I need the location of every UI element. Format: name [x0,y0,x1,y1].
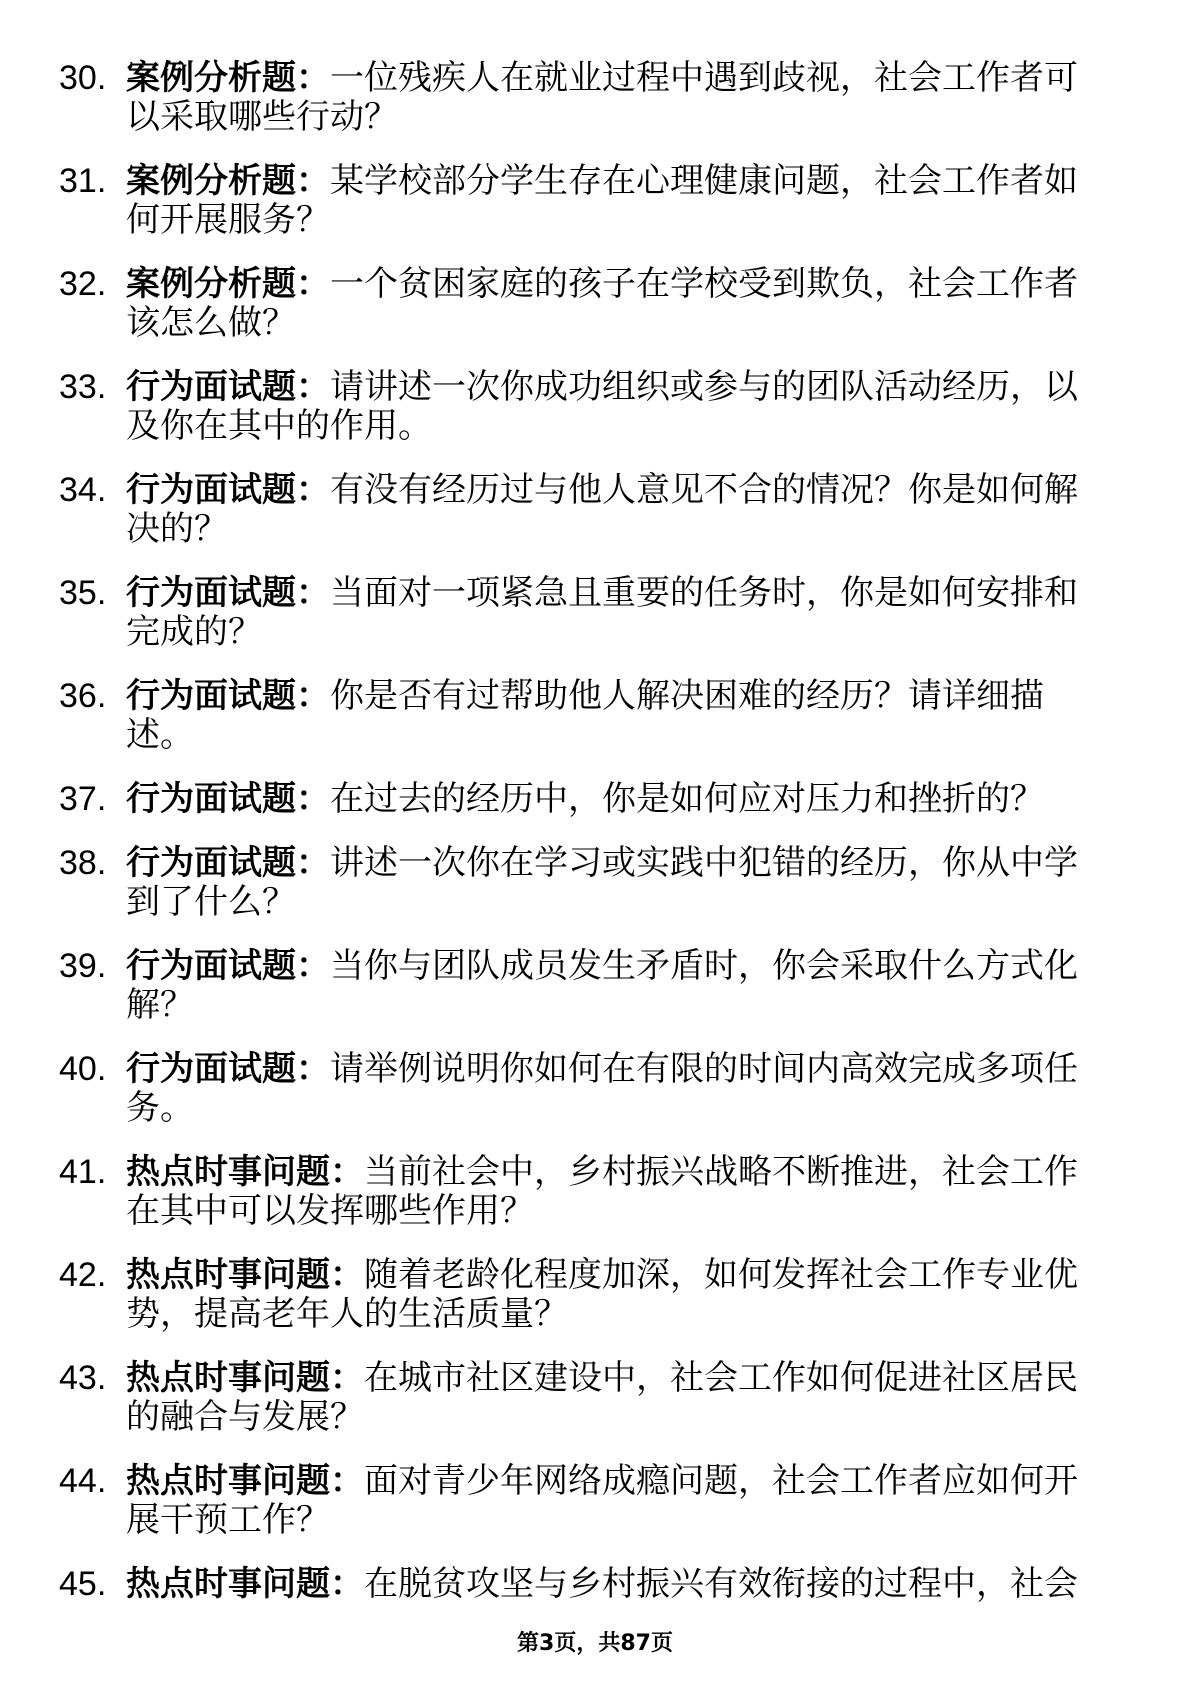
question-category: 案例分析题： [126,161,330,201]
question-category: 案例分析题： [126,264,330,304]
question-item [59,368,1139,446]
question-item [59,677,1139,755]
question-item [59,1153,1139,1231]
question-number: 37. [59,780,107,818]
question-item [59,265,1139,343]
question-number: 38. [59,844,107,882]
question-text [126,1462,1090,1540]
question-content: 你是否有过帮助他人解决困难的经历？请详细描述。 [126,676,1044,755]
question-text [126,1565,1090,1604]
question-category: 行为面试题： [126,573,330,613]
question-category: 热点时事问题： [126,1358,364,1398]
question-text [126,574,1090,652]
question-number: 43. [59,1359,107,1397]
question-number: 45. [59,1565,107,1603]
question-item [59,1050,1139,1128]
question-text [126,1153,1090,1231]
question-item [59,1565,1139,1604]
question-number: 34. [59,471,107,509]
question-category: 行为面试题： [126,946,330,986]
question-category: 行为面试题： [126,843,330,883]
question-category: 热点时事问题： [126,1461,364,1501]
question-text [126,677,1090,755]
question-item [59,59,1139,137]
question-text [126,947,1090,1025]
question-content: 一个贫困家庭的孩子在学校受到欺负，社会工作者该怎么做？ [126,264,1078,343]
question-content: 在城市社区建设中，社会工作如何促进社区居民的融合与发展？ [126,1358,1078,1437]
question-text [126,162,1090,240]
question-item [59,574,1139,652]
question-text [126,844,1090,922]
question-category: 行为面试题： [126,367,330,407]
question-content: 有没有经历过与他人意见不合的情况？你是如何解决的？ [126,470,1078,549]
question-text [126,1050,1090,1128]
question-number: 32. [59,265,107,303]
question-content: 面对青少年网络成瘾问题，社会工作者应如何开展干预工作？ [126,1461,1078,1540]
question-text [126,471,1090,549]
question-content: 请讲述一次你成功组织或参与的团队活动经历，以及你在其中的作用。 [126,367,1078,446]
question-item [59,162,1139,240]
question-number: 44. [59,1462,107,1500]
question-number: 30. [59,59,107,97]
question-content: 随着老龄化程度加深，如何发挥社会工作专业优势，提高老年人的生活质量？ [126,1255,1078,1334]
question-item [59,947,1139,1025]
question-content: 某学校部分学生存在心理健康问题，社会工作者如何开展服务？ [126,161,1078,240]
question-item [59,1462,1139,1540]
question-content: 当面对一项紧急且重要的任务时，你是如何安排和完成的？ [126,573,1078,652]
question-list [59,59,1139,1629]
question-item [59,471,1139,549]
question-text [126,1359,1090,1437]
question-content: 讲述一次你在学习或实践中犯错的经历，你从中学到了什么？ [126,843,1078,922]
question-category: 热点时事问题： [126,1152,364,1192]
question-content: 在脱贫攻坚与乡村振兴有效衔接的过程中，社会 [364,1564,1078,1604]
question-text [126,59,1090,137]
question-category: 行为面试题： [126,1049,330,1089]
question-category: 行为面试题： [126,470,330,510]
question-category: 案例分析题： [126,58,330,98]
question-category: 行为面试题： [126,779,330,819]
question-content: 请举例说明你如何在有限的时间内高效完成多项任务。 [126,1049,1078,1128]
question-number: 40. [59,1050,107,1088]
question-number: 36. [59,677,107,715]
question-item [59,780,1139,819]
question-content: 一位残疾人在就业过程中遇到歧视，社会工作者可以采取哪些行动？ [126,58,1078,137]
question-content: 当你与团队成员发生矛盾时，你会采取什么方式化解？ [126,946,1078,1025]
question-text [126,1256,1090,1334]
question-number: 33. [59,368,107,406]
question-item [59,1256,1139,1334]
question-content: 在过去的经历中，你是如何应对压力和挫折的？ [330,779,1044,819]
question-text [126,265,1090,343]
question-number: 41. [59,1153,107,1191]
page-number-footer: 第3页，共87页 [517,1631,673,1656]
question-number: 31. [59,162,107,200]
question-item [59,844,1139,922]
question-category: 热点时事问题： [126,1564,364,1604]
question-number: 35. [59,574,107,612]
question-item [59,1359,1139,1437]
question-category: 行为面试题： [126,676,330,716]
question-number: 42. [59,1256,107,1294]
question-text [126,368,1090,446]
question-number: 39. [59,947,107,985]
question-content: 当前社会中，乡村振兴战略不断推进，社会工作在其中可以发挥哪些作用？ [126,1152,1078,1231]
question-text [126,780,1090,819]
question-category: 热点时事问题： [126,1255,364,1295]
